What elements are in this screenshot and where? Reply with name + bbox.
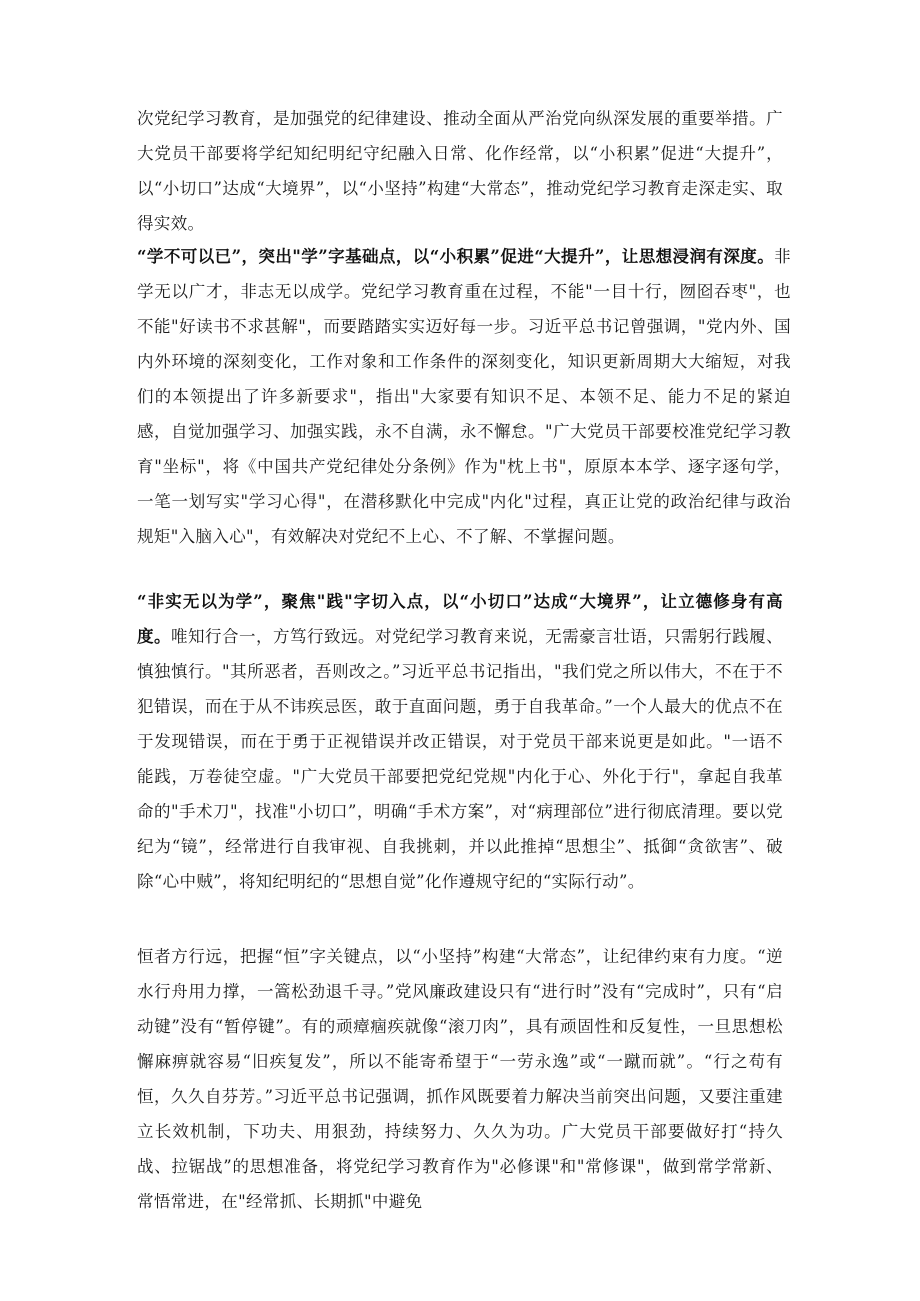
persistence-section-paragraph: 恒者方行远，把握“恒”字关键点，以“小坚持”构建“大常态”，让纪律约束有力度。“逆水行舟用力撑，一篙松劲退千寻。”党风廉政建设只有“进行时”没有“完成时”，只有“启动键”没有“暂停键”。有的顽瘴痼疾就像“滚刀肉”，具有顽固性和反复性，一旦思想松懈麻痹就容易“旧疾复发”，所以不能寄希望于“一劳永逸”或“一蹴而就”。“行之苟有恒，久久自芬芳。”习近平总书记强调，抓作风既要着力解决当前突出问题，又要注重建立长效机制，下功夫、用狠劲，持续努力、久久为功。广大党员干部要做好打“持久战、拉锯战”的思想准备，将党纪学习教育作为"必修课"和"常修课"，做到常学常新、常悟常进，在"经常抓、长期抓"中避免 <box>137 947 783 1211</box>
practice-section-body: 唯知行合一，方笃行致远。对党纪学习教育来说，无需豪言壮语，只需躬行践履、慎独慎行。"其所恶者，吾则改之。”习近平总书记指出，"我们党之所以伟大，不在于不犯错误，而在于从不讳疾忌医，敢于直面问题，勇于自我革命。”一个人最大的优点不在于发现错误，而在于勇于正视错误并改正错误，对于党员干部来说更是如此。"一语不能践，万卷徒空虚。"广大党员干部要把党纪党规"内化于心、外化于行"，拿起自我革命的"手术刀"，找准"小切口”，明确“手术方案”，对“病理部位”进行彻底清理。要以党纪为“镜”，经常进行自我审视、自我挑刺，并以此推掉“思想尘”、抵御“贪欲害”、破除“心中贼”，将知纪明纪的“思想自觉”化作遵规守纪的“实际行动”。 <box>137 627 783 891</box>
intro-paragraph: 次党纪学习教育，是加强党的纪律建设、推动全面从严治党向纵深发展的重要举措。广大党员干部要将学纪知纪明纪守纪融入日常、化作经常，以“小积累”促进“大提升”，以“小切口”达成“大境界”，以“小坚持”构建“大常态”，推动党纪学习教育走深走实、取得实效。 <box>137 109 783 233</box>
study-section-body: 非学无以广才，非志无以成学。党纪学习教育重在过程，不能"一目十行，囫囵吞枣"，也不能"好读书不求甚解"，而要踏踏实实迈好每一步。习近平总书记曾强调，"党内外、国内外环境的深刻变化，工作对象和工作条件的深刻变化，知识更新周期大大缩短，对我们的本领提出了许多新要求"，指出"大家要有知识不足、本领不足、能力不足的紧迫感，自觉加强学习、加强实践，永不自满，永不懈怠。"广大党员干部要校准党纪学习教育"坐标"，将《中国共产党纪律处分条例》作为"枕上书"，原原本本学、逐字逐句学，一笔一划写实"学习心得"，在潜移默化中完成"内化"过程，真正让党的政治纪律与政治规矩"入脑入心"，有效解决对党纪不上心、不了解、不掌握问题。 <box>137 247 791 546</box>
practice-section-paragraph <box>137 584 783 899</box>
study-section-paragraph <box>137 239 791 554</box>
study-section-heading: “学不可以已”，突出"学”字基础点，以“小积累”促进“大提升”，让思想浸润有深度。 <box>137 247 775 266</box>
practice-section-heading: “非实无以为学”，聚焦"践"字切入点，以“小切口”达成“大境界”，让立德修身有高度。 <box>137 592 783 646</box>
